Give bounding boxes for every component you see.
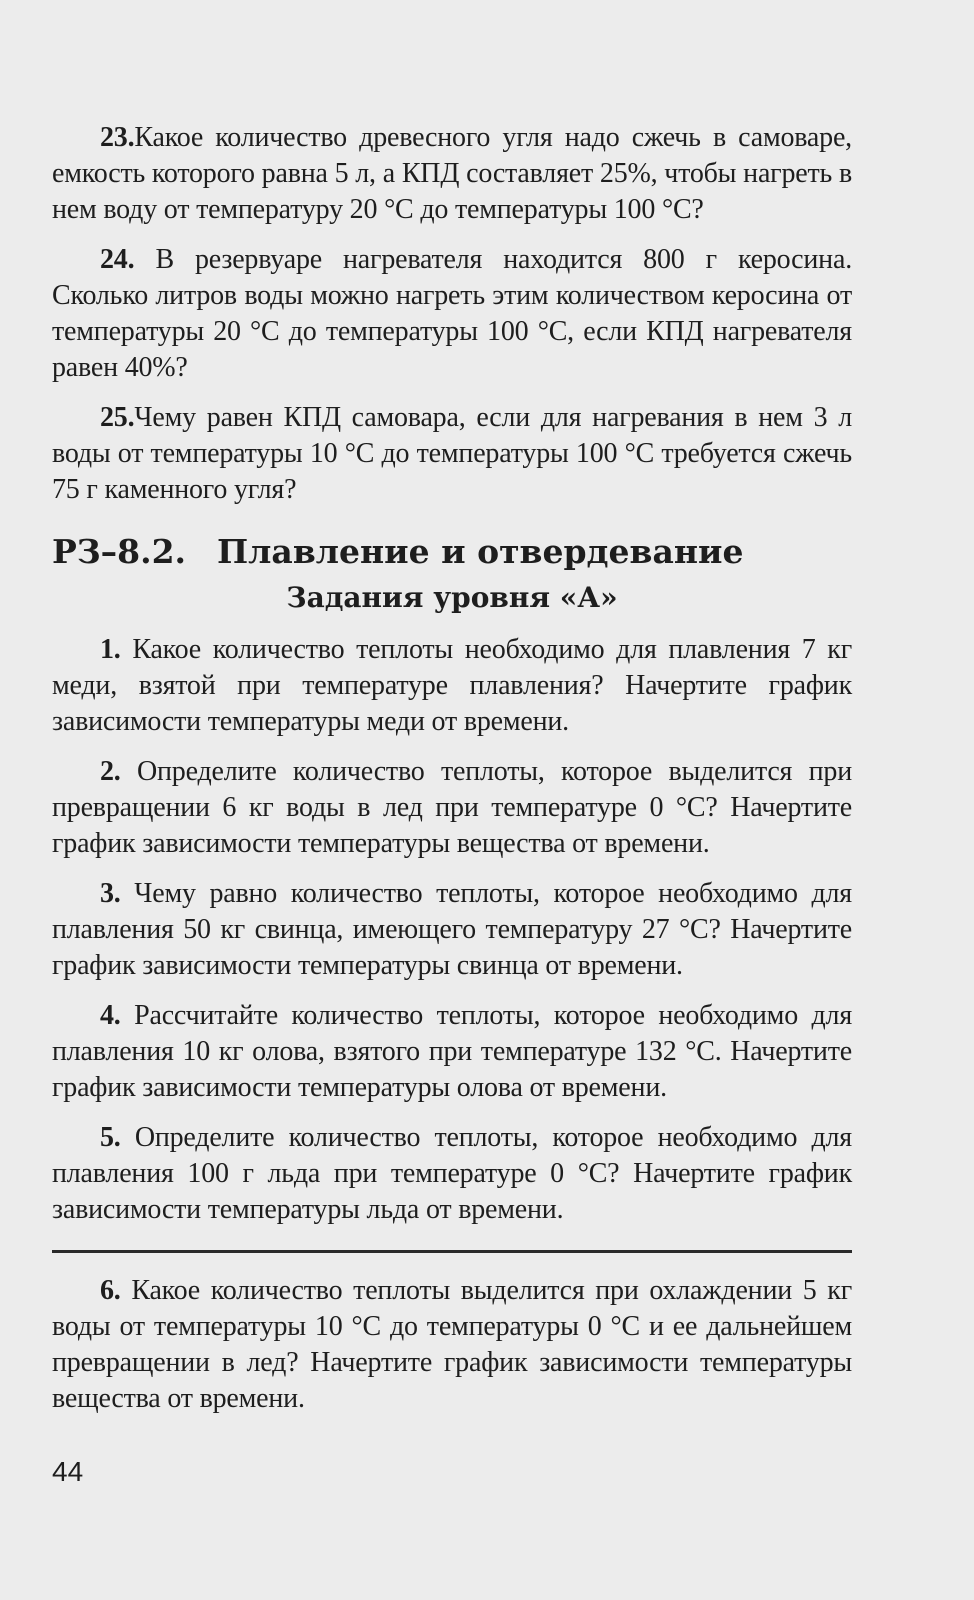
problem-text: Определите количество теплоты, которое выделится при превращении 6 кг воды в лед при температуре 0 °С? Начертите график зависимости температуры вещества от времени.	[52, 756, 852, 859]
problem-number: 23.	[100, 122, 135, 153]
problem-text: Какое количество теплоты выделится при охлаждении 5 кг воды от температуры 10 °С до температуры 0 °С и ее дальнейшем превращении в лед? Начертите график зависимости температуры вещества от времени.	[52, 1275, 852, 1414]
problem-number: 6.	[100, 1275, 121, 1306]
problem-text: Определите количество теплоты, которое необходимо для плавления 100 г льда при температуре 0 °С? Начертите график зависимости температуры льда от времени.	[52, 1122, 852, 1225]
page-number: 44	[52, 1456, 84, 1487]
problem-text: Какое количество древесного угля надо сжечь в самоваре, емкость которого равна 5 л, а КПД составляет 25%, чтобы нагреть в нем воду от температуру 20 °С до температуры 100 °С?	[52, 122, 852, 225]
problem-number: 1.	[100, 634, 121, 665]
page-content	[52, 120, 852, 1431]
problem-number: 2.	[100, 756, 121, 787]
problem-3	[52, 876, 852, 984]
section-title: Плавление и отвердевание	[217, 532, 744, 571]
problem-number: 3.	[100, 878, 121, 909]
problem-number: 25.	[100, 402, 135, 433]
problem-5	[52, 1120, 852, 1228]
problem-text: Чему равен КПД самовара, если для нагревания в нем 3 л воды от температуры 10 °С до температуры 100 °С требуется сжечь 75 г каменного угля?	[52, 402, 852, 505]
section-divider	[52, 1250, 852, 1253]
problem-2	[52, 754, 852, 862]
problem-text: Чему равно количество теплоты, которое необходимо для плавления 50 кг свинца, имеющего температуру 27 °С? Начертите график зависимости температуры свинца от времени.	[52, 878, 852, 981]
problem-text: Какое количество теплоты необходимо для плавления 7 кг меди, взятой при температуре плавления? Начертите график зависимости температуры меди от времени.	[52, 634, 852, 737]
level-heading: Задания уровня «А»	[286, 581, 618, 614]
problem-text: Рассчитайте количество теплоты, которое необходимо для плавления 10 кг олова, взятого при температуре 132 °С. Начертите график зависимости температуры олова от времени.	[52, 1000, 852, 1103]
section-code: РЗ–8.2.	[52, 532, 187, 571]
problem-25	[52, 400, 852, 508]
section-heading	[52, 530, 852, 574]
problem-1	[52, 632, 852, 740]
problem-4	[52, 998, 852, 1106]
problem-text: В резервуаре нагревателя находится 800 г керосина. Сколько литров воды можно нагреть этим количеством керосина от температуры 20 °С до температуры 100 °С, если КПД нагревателя равен 40%?	[52, 244, 852, 383]
problem-23	[52, 120, 852, 228]
problem-24	[52, 242, 852, 386]
problem-6	[52, 1273, 852, 1417]
problem-number: 5.	[100, 1122, 121, 1153]
problem-number: 24.	[100, 244, 135, 275]
problem-number: 4.	[100, 1000, 121, 1031]
